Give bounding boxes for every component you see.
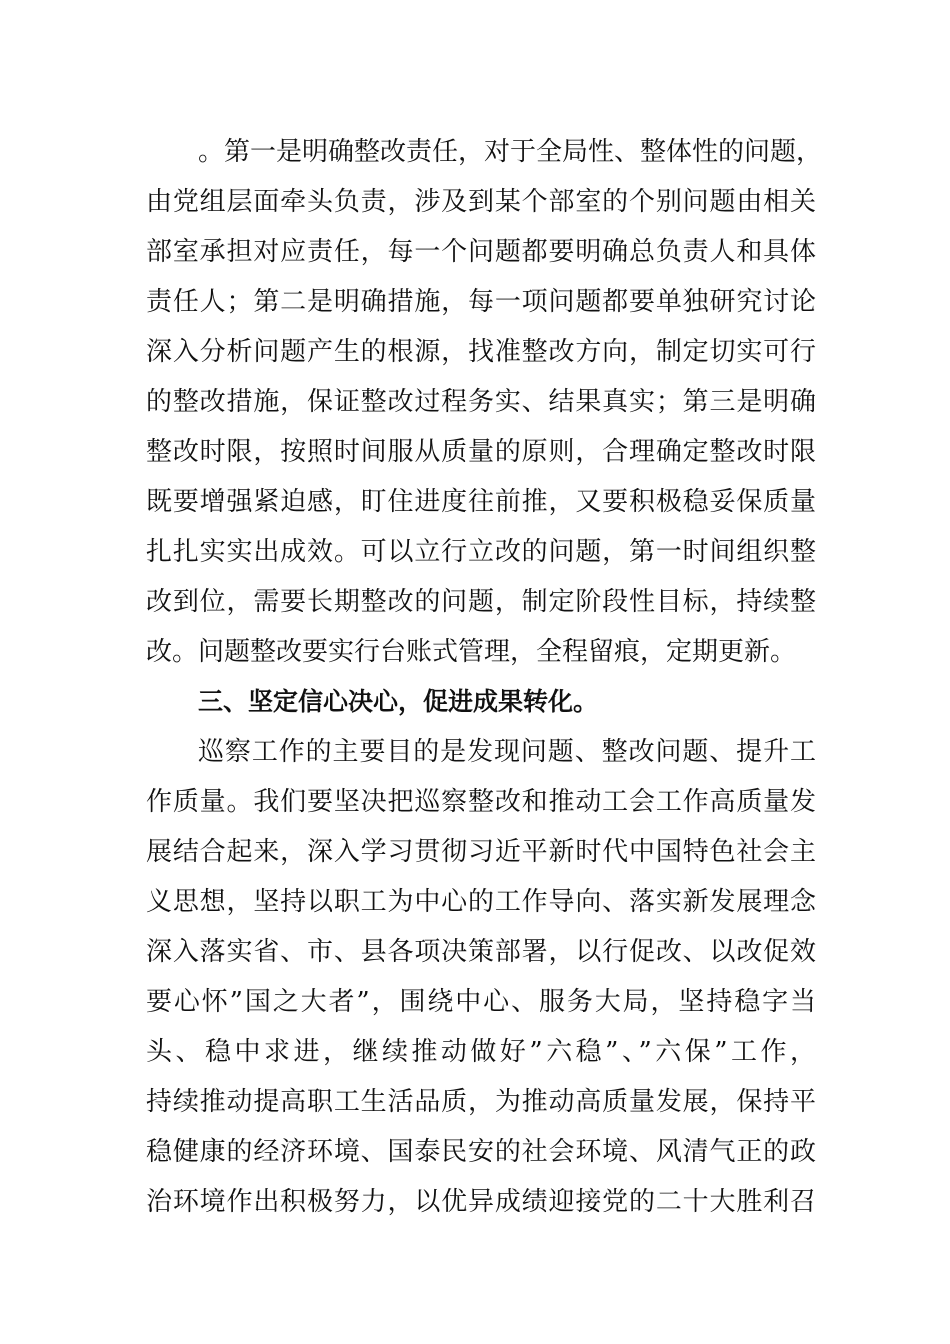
paragraph2-line-7: 头、稳中求进，继续推动做好”六稳”、”六保”工作，	[146, 1037, 816, 1067]
paragraph1-line-3: 部室承担对应责任，每一个问题都要明确总负责人和具体	[146, 237, 816, 267]
paragraph2-line-8: 持续推动提高职工生活品质，为推动高质量发展，保持平	[146, 1087, 816, 1117]
paragraph1-line-10: 改到位，需要长期整改的问题，制定阶段性目标，持续整	[146, 587, 816, 617]
paragraph2-line-4: 义思想，坚持以职工为中心的工作导向、落实新发展理念	[146, 887, 816, 917]
paragraph1-line-2: 由党组层面牵头负责，涉及到某个部室的个别问题由相关	[146, 187, 816, 217]
section-heading: 三、坚定信心决心，促进成果转化。	[198, 687, 599, 716]
paragraph1-line-8: 既要增强紧迫感，盯住进度往前推，又要积极稳妥保质量	[146, 487, 816, 517]
paragraph1-line-4: 责任人；第二是明确措施，每一项问题都要单独研究讨论	[146, 287, 816, 317]
paragraph1-line-5: 深入分析问题产生的根源，找准整改方向，制定切实可行	[146, 337, 816, 367]
paragraph1-line-11: 改。问题整改要实行台账式管理，全程留痕，定期更新。	[146, 637, 797, 667]
paragraph2-line-3: 展结合起来，深入学习贯彻习近平新时代中国特色社会主	[146, 837, 816, 867]
paragraph2-line-9: 稳健康的经济环境、国泰民安的社会环境、风清气正的政	[146, 1137, 816, 1167]
paragraph2-line-10: 治环境作出积极努力，以优异成绩迎接党的二十大胜利召	[146, 1187, 816, 1217]
paragraph2-line-6: 要心怀”国之大者”，围绕中心、服务大局，坚持稳字当	[146, 987, 816, 1017]
paragraph2-line-5: 深入落实省、市、县各项决策部署，以行促改、以改促效	[146, 937, 816, 967]
paragraph1-line-9: 扎扎实实出成效。可以立行立改的问题，第一时间组织整	[146, 537, 816, 567]
paragraph1-line-6: 的整改措施，保证整改过程务实、结果真实；第三是明确	[146, 387, 816, 417]
paragraph2-line-1: 巡察工作的主要目的是发现问题、整改问题、提升工	[198, 737, 816, 767]
paragraph1-line-1: 。第一是明确整改责任，对于全局性、整体性的问题，	[198, 137, 823, 167]
paragraph2-line-2: 作质量。我们要坚决把巡察整改和推动工会工作高质量发	[146, 787, 816, 817]
paragraph1-line-7: 整改时限，按照时间服从质量的原则，合理确定整改时限	[146, 437, 816, 467]
